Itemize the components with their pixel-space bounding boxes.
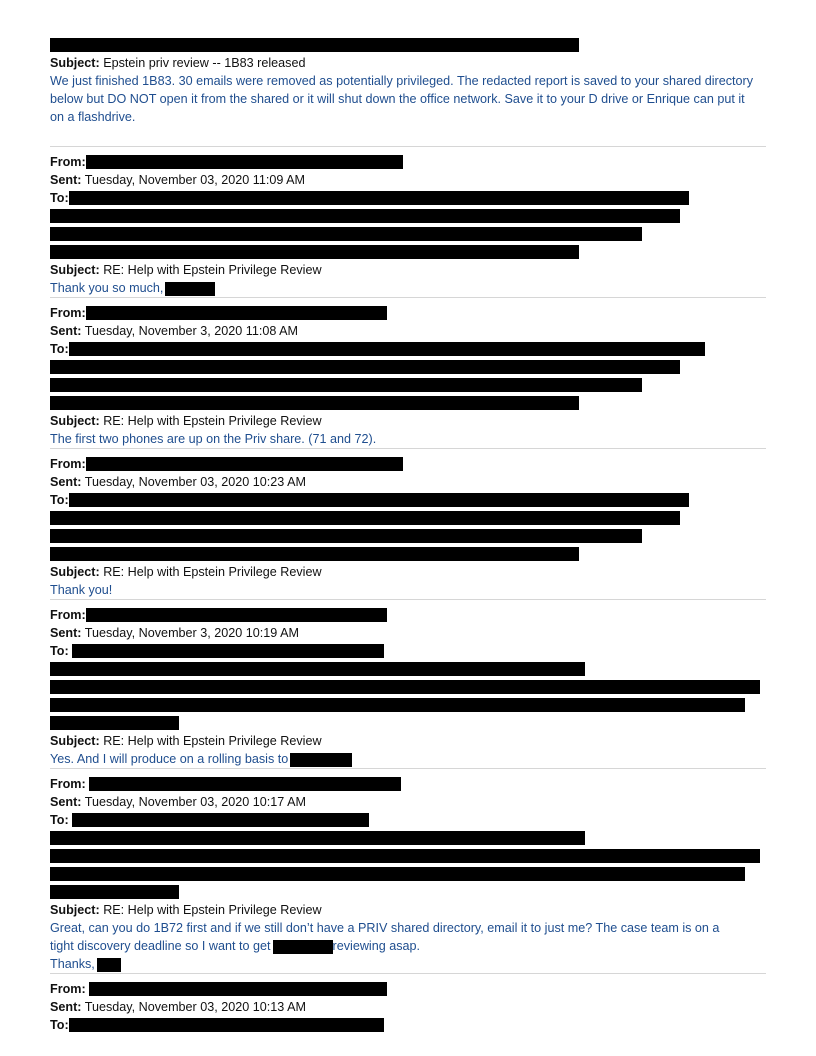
email-block	[50, 304, 766, 448]
recipient-redaction	[50, 227, 642, 241]
sent-value: Tuesday, November 03, 2020 10:17 AM	[84, 795, 306, 809]
from-label: From:	[50, 457, 86, 471]
to-redaction	[72, 644, 384, 658]
to-label: To:	[50, 342, 69, 356]
sent-label: Sent:	[50, 173, 82, 187]
email-block	[50, 153, 766, 297]
subject-label: Subject:	[50, 56, 100, 70]
from-redaction	[89, 982, 387, 996]
email-block	[50, 455, 766, 599]
to-redaction	[69, 342, 705, 356]
email-document	[50, 36, 766, 1034]
email-block	[50, 775, 766, 973]
top-header-line	[50, 36, 766, 54]
to-redaction	[69, 493, 689, 507]
email-body: Thank you so much,	[50, 281, 164, 295]
from-redaction	[86, 155, 403, 169]
email-body: Thank you!	[50, 583, 113, 597]
separator	[50, 768, 766, 769]
recipient-redaction	[50, 885, 179, 899]
separator	[50, 448, 766, 449]
recipient-redaction	[50, 547, 579, 561]
email-body-line: tight discovery deadline so I want to get	[50, 939, 271, 953]
recipient-redaction	[50, 378, 642, 392]
from-redaction	[86, 608, 387, 622]
separator	[50, 973, 766, 974]
from-redaction	[89, 777, 401, 791]
subject-value: RE: Help with Epstein Privilege Review	[103, 565, 322, 579]
from-label: From:	[50, 155, 86, 169]
recipient-redaction	[50, 245, 579, 259]
email-block	[50, 980, 766, 1034]
email-body-line: Great, can you do 1B72 first and if we still don’t have a PRIV shared directory, email it to just me? The case team is on a	[50, 921, 720, 935]
sent-value: Tuesday, November 03, 2020 10:13 AM	[84, 1000, 306, 1014]
top-subject: Epstein priv review -- 1B83 released	[103, 56, 306, 70]
email-body-line: Thanks,	[50, 957, 95, 971]
sent-label: Sent:	[50, 626, 82, 640]
from-label: From:	[50, 982, 86, 996]
sent-value: Tuesday, November 03, 2020 11:09 AM	[84, 173, 306, 187]
to-redaction	[69, 191, 689, 205]
recipient-redaction	[50, 716, 179, 730]
to-label: To:	[50, 493, 69, 507]
from-label: From:	[50, 777, 86, 791]
name-redaction	[97, 958, 121, 972]
from-label: From:	[50, 306, 86, 320]
email-block	[50, 606, 766, 768]
subject-value: RE: Help with Epstein Privilege Review	[103, 414, 322, 428]
sent-label: Sent:	[50, 324, 82, 338]
email-body: Yes. And I will produce on a rolling basis to	[50, 752, 289, 766]
from-redaction	[86, 457, 403, 471]
subject-value: RE: Help with Epstein Privilege Review	[103, 263, 322, 277]
sent-value: Tuesday, November 3, 2020 10:19 AM	[84, 626, 299, 640]
to-label: To:	[50, 191, 69, 205]
separator	[50, 599, 766, 600]
recipient-redaction	[50, 849, 760, 863]
recipient-redaction	[50, 662, 585, 676]
subject-label: Subject:	[50, 263, 100, 277]
name-redaction	[290, 753, 352, 767]
subject-value: RE: Help with Epstein Privilege Review	[103, 734, 322, 748]
email-body-line: reviewing asap.	[332, 939, 421, 953]
to-label: To:	[50, 813, 69, 827]
subject-label: Subject:	[50, 414, 100, 428]
top-subject-line	[50, 54, 766, 72]
subject-value: RE: Help with Epstein Privilege Review	[103, 903, 322, 917]
recipient-redaction	[50, 867, 745, 881]
recipient-redaction	[50, 360, 680, 374]
to-redaction	[69, 1018, 384, 1032]
separator	[50, 146, 766, 147]
to-label: To:	[50, 644, 69, 658]
sent-label: Sent:	[50, 475, 82, 489]
recipient-redaction	[50, 209, 680, 223]
from-redaction	[86, 306, 387, 320]
top-body: We just finished 1B83. 30 emails were removed as potentially privileged. The redacted report is saved to your shared directory below but DO NOT open it from the shared or it will shut down the office network. Save it to your D drive or Enrique can put it on a flashdrive.	[50, 74, 754, 124]
separator	[50, 297, 766, 298]
sent-value: Tuesday, November 3, 2020 11:08 AM	[84, 324, 299, 338]
name-redaction	[273, 940, 333, 954]
recipient-redaction	[50, 698, 745, 712]
recipient-redaction	[50, 529, 642, 543]
subject-label: Subject:	[50, 734, 100, 748]
sent-value: Tuesday, November 03, 2020 10:23 AM	[84, 475, 306, 489]
to-redaction	[72, 813, 369, 827]
email-body: The first two phones are up on the Priv share. (71 and 72).	[50, 432, 377, 446]
name-redaction	[165, 282, 215, 296]
sent-label: Sent:	[50, 795, 82, 809]
subject-label: Subject:	[50, 903, 100, 917]
redaction-bar	[50, 38, 579, 52]
recipient-redaction	[50, 680, 760, 694]
from-label: From:	[50, 608, 86, 622]
recipient-redaction	[50, 831, 585, 845]
sent-label: Sent:	[50, 1000, 82, 1014]
recipient-redaction	[50, 396, 579, 410]
to-label: To:	[50, 1018, 69, 1032]
recipient-redaction	[50, 511, 680, 525]
subject-label: Subject:	[50, 565, 100, 579]
